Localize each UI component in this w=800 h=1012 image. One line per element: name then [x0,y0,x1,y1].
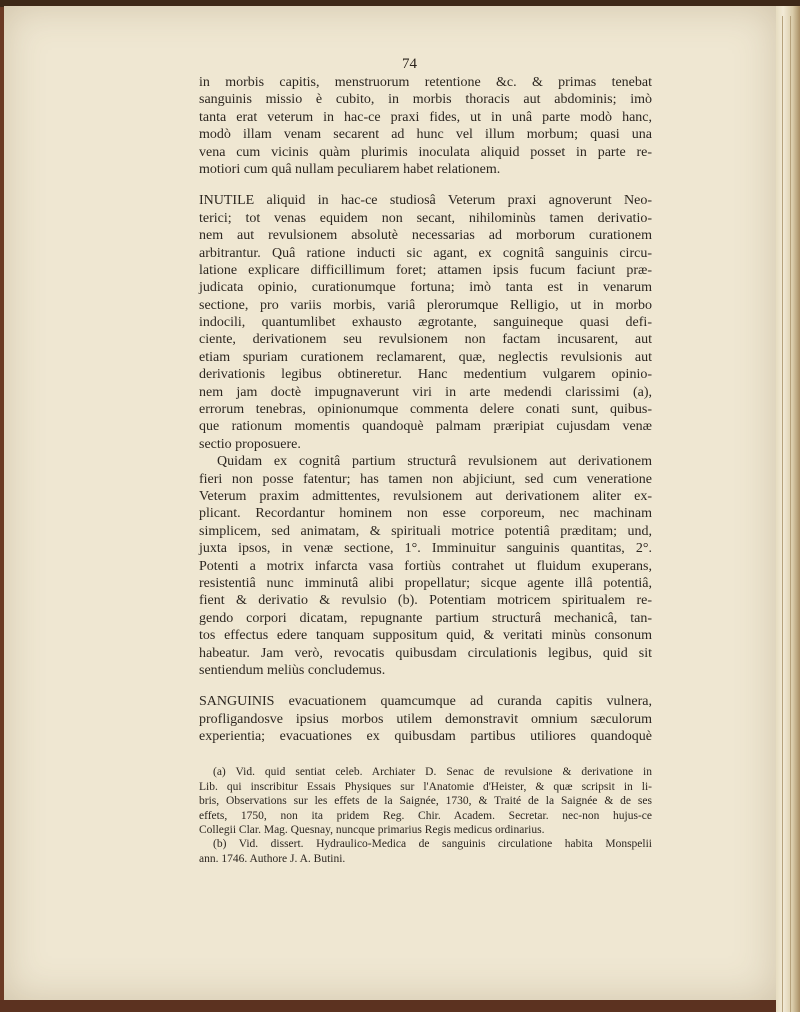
text-line: latione explicare difficillimum foret; attamen ipsis fucum faciunt præ- [199,262,652,278]
book-spine-gutter [776,6,800,1012]
footnote-a [199,765,652,837]
text-line: profligandosve ipsius morbos utilem demonstravit omnium sæculorum [199,711,652,727]
text-line: simplicem, sed animatam, & spirituali motrice potentiâ præditam; und, [199,523,652,539]
text-line: Potenti a motrix infarcta vasa fortiùs contrahet ut fluidum exuperans, [199,558,652,574]
text-line: indocili, quantumlibet exhausto ægrotante, sanguineque quasi defi- [199,315,652,331]
footnote-line: Collegii Clar. Mag. Quesnay, nuncque primarius Regis medicus ordinarius. [199,824,545,837]
text-line: tos effectus edere tanquam suppositum quid, & veritati minùs consonum [199,628,652,644]
text-line: terici; tot venas equidem non secant, nihilominùs tamen derivatio- [199,210,652,226]
text-line: fieri non posse fatentur; has tamen non abjiciunt, sed cum veneratione [199,471,652,487]
paragraph-1 [199,74,652,178]
text-line: judicata opinio, curationumque fortuna; imò tanta est in venarum [199,280,652,296]
text-line: juxta ipsos, in venæ sectione, 1°. Imminuitur sanguinis quantitas, 2°. [199,541,652,557]
text-line: SANGUINIS evacuationem quamcumque ad curanda capitis vulnera, [199,694,652,710]
text-line: tanta erat veterum in hac-ce praxi fides, ut in unâ parte modò hanc, [199,109,652,125]
page-number: 74 [402,56,417,72]
text-line: resistentiâ nunc imminutâ alibi propellatur; sicque agente illâ potentiâ, [199,575,652,591]
text-line: derivationis legibus obtineretur. Hanc medentium vulgarem opinio- [199,367,652,383]
text-line: sentiendum meliùs concludemus. [199,662,386,678]
text-line: sectio proposuere. [199,436,301,452]
book-bottom-edge [0,1000,776,1012]
text-line: Veterum praxim admittentes, revulsionem aut derivationem aliter ex- [199,488,652,504]
text-line: motiori cum quâ nullam peculiarem habet relationem. [199,161,501,177]
text-line: sectione, pro variis morbis, variâ plerorumque Relligio, ut in morbo [199,297,652,313]
gutter-line [782,16,783,1012]
footnote-b [199,837,652,866]
footnotes [199,765,652,866]
text-line: etiam spuriam curationem reclamarent, quæ, neglectis revulsionis aut [199,349,652,365]
text-line: plicant. Recordantur hominem non esse corporeum, nec machinam [199,506,652,522]
text-line: que rationum momentis quandoquè palmam præripiat cujusdam venæ [199,419,652,435]
paragraph-2 [199,192,652,453]
footnote-line: (a) Vid. quid sentiat celeb. Archiater D. Senac de revulsione & derivatione in [213,766,652,779]
text-line: INUTILE aliquid in hac-ce studiosâ Veterum praxi agnoverunt Neo- [199,193,652,209]
footnote-line: ann. 1746. Authore J. A. Butini. [199,852,346,865]
text-line: gendo corpori dicatam, repugnante partium structurâ mechanicâ, tan- [199,610,652,626]
gutter-line [790,16,791,1012]
footnote-line: (b) Vid. dissert. Hydraulico-Medica de sanguinis circulatione habita Monspelii [213,838,652,851]
footnote-line: bris, Observations sur les effets de la Saignée, 1730, & Traité de la Saignée & de ses [199,795,652,808]
text-line: arbitrantur. Quâ ratione inducti sic agant, ex cognitâ sanguinis circu- [199,245,652,261]
text-line: vena cum vicinis quàm plurimis inoculata aliquid posset in parte re- [199,144,652,160]
footnote-line: Lib. qui inscribitur Essais Physiques sur l'Anatomie d'Heister, & quæ scripsit in li- [199,780,652,793]
body-text [199,74,652,866]
footnote-line: effets, 1750, non ita pridem Reg. Chir. Academ. Secretar. nec-non hujus-ce [199,809,652,822]
text-line: in morbis capitis, menstruorum retentione &c. & primas tenebat [199,75,652,90]
text-line: experientia; evacuationes ex quibusdam partibus utiliores quandoquè [199,729,652,745]
text-line: ciente, derivationem seu revulsionem non factam incusarent, aut [199,332,652,348]
text-line: errorum tenebras, opinionumque commenta delere conati sunt, quibus- [199,402,652,418]
text-line: nem jam doctè impugnaverunt viri in arte medendi clarissimi (a), [199,384,652,400]
text-line: modò illam venam secarent ad hunc vel illum morbum; quasi una [199,127,652,143]
text-line: sanguinis missio è cubito, in morbis thoracis aut abdominis; imò [199,92,652,108]
text-line: fient & derivatio & revulsio (b). Potentiam motricem spiritualem re- [199,593,652,609]
text-line: nem aut revulsionem absolutè necessarias ad morborum curationem [199,228,652,244]
text-line: Quidam ex cognitâ partium structurâ revulsionem aut derivationem [217,454,652,470]
paragraph-4 [199,693,652,745]
text-line: habeatur. Jam verò, revocatis quibusdam circulationis legibus, quid sit [199,645,652,661]
paragraph-3 [199,453,652,679]
